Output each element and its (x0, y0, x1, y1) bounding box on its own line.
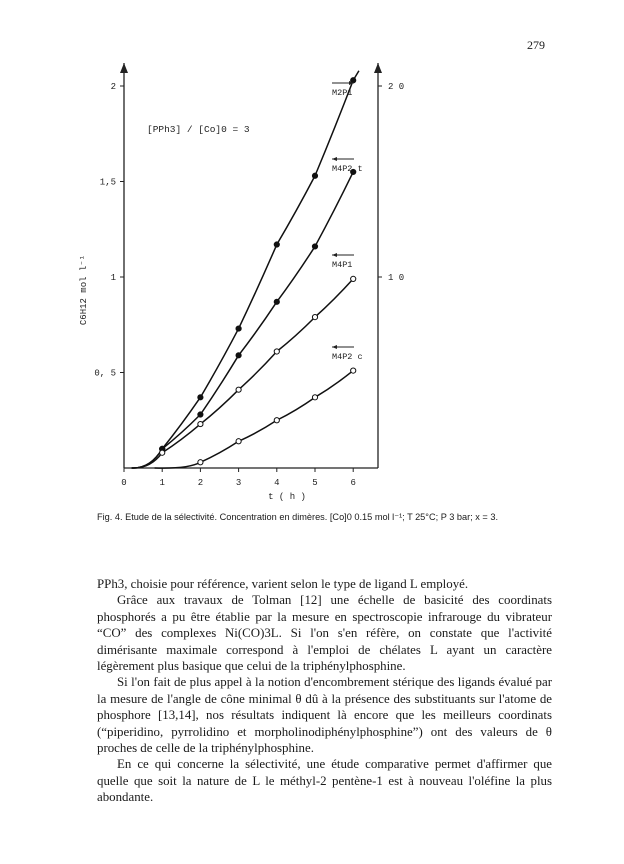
data-point (312, 315, 317, 320)
y-tick-label: 1,5 (99, 177, 116, 188)
data-point (198, 412, 203, 417)
axis-ticks (120, 86, 382, 472)
data-point (274, 242, 279, 247)
page-number: 279 (527, 38, 545, 52)
data-point (198, 395, 203, 400)
series-label: M4P2 t (332, 164, 363, 174)
x-tick-label: 0 (121, 478, 127, 488)
x-tick-label: 5 (312, 478, 318, 488)
data-point (274, 418, 279, 423)
figure-4 (60, 55, 520, 510)
x-tick-label: 4 (274, 478, 280, 488)
data-point (198, 460, 203, 465)
data-point (198, 421, 203, 426)
data-point (236, 387, 241, 392)
data-point (312, 395, 317, 400)
figure-caption (97, 512, 557, 523)
series-points (160, 78, 356, 465)
y-tick-label: 1 (110, 273, 116, 283)
x-tick-label: 3 (235, 478, 242, 488)
series-arrowhead (332, 253, 337, 257)
x-axis-label: t ( h ) (268, 492, 306, 502)
y-axis-label: C6H12 mol l⁻¹ (79, 254, 89, 326)
data-point (236, 326, 241, 331)
data-point (274, 349, 279, 354)
paragraph-2: Grâce aux travaux de Tolman [12] une échelle de basicité des coordinats phosphorés a pu être établie par la mesure en spectroscopie infrarouge du vibrateur “CO” des complexes Ni(CO)3L. Si l'on s'en réfère, on constate que l'activité dimérisante maximale correspond à l'emploi de chélates L ayant un caractère légèrement plus basique que celui de la triphénylphosphine. (97, 593, 552, 674)
data-point (351, 368, 356, 373)
paragraph-4: En ce qui concerne la sélectivité, une étude comparative permet d'affirmer que quelle que soit la nature de L le méthyl-2 pentène-1 est à nouveau l'oléfine la plus abondante. (97, 757, 552, 805)
series-arrowhead (332, 157, 337, 161)
axis-tick-labels (94, 82, 404, 488)
y-tick-label: 0, 5 (94, 368, 116, 379)
series-label: M4P1 (332, 260, 353, 270)
series-arrowhead (332, 345, 337, 349)
data-point (351, 276, 356, 281)
inset-label: [PPh3] / [Co]0 = 3 (147, 124, 250, 135)
y2-tick-label: 1 0 (388, 273, 405, 283)
data-point (274, 299, 279, 304)
series-label: M4P2 c (332, 352, 363, 362)
x-tick-label: 2 (197, 478, 204, 488)
y2-tick-label: 2 0 (388, 82, 405, 92)
data-point (160, 450, 165, 455)
selectivity-chart (60, 55, 520, 510)
paragraph-1: PPh3, choisie pour référence, varient selon le type de ligand L employé. (97, 577, 469, 591)
data-point (312, 244, 317, 249)
data-point (236, 353, 241, 358)
y-tick-label: 2 (110, 82, 116, 92)
caption-label: Fig. 4. (97, 512, 123, 522)
series-label: M2P1 (332, 88, 353, 98)
caption-text: Etude de la sélectivité. Concentration en dimères. [Co]0 0.15 mol l⁻¹; T 25°C; P 3 bar; x = 3. (125, 512, 498, 522)
data-point (236, 439, 241, 444)
body-text (97, 576, 552, 806)
x-tick-label: 6 (350, 478, 356, 488)
data-point (312, 173, 317, 178)
x-tick-label: 1 (159, 478, 165, 488)
paragraph-3: Si l'on fait de plus appel à la notion d'encombrement stérique des ligands évalué par la mesure de l'angle de cône minimal θ dû à la présence des substituants sur l'atome de phosphore [13,14], nos résultats indiquent là encore que les meilleurs coordinats (“piperidino, pyrrolidino et morpholinodiphénylphosphine”) ont des valeurs de θ proches de celle de la triphénylphosphine. (97, 675, 552, 756)
